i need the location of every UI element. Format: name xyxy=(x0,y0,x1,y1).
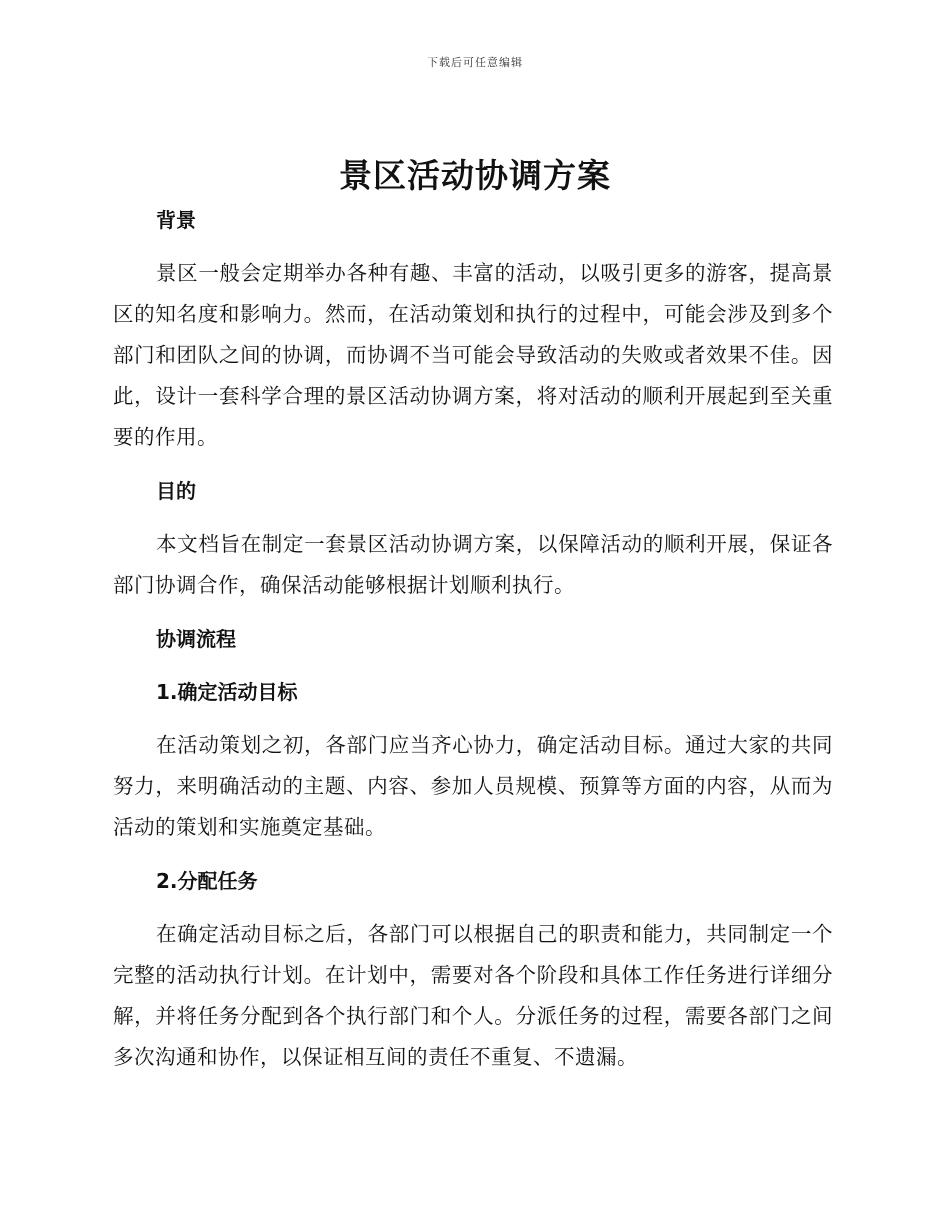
paragraph-background: 景区一般会定期举办各种有趣、丰富的活动，以吸引更多的游客，提高景区的知名度和影响力。然而，在活动策划和执行的过程中，可能会涉及到多个部门和团队之间的协调，而协调不当可能会导致活动的失败或者效果不佳。因此，设计一套科学合理的景区活动协调方案，将对活动的顺利开展起到至关重要的作用。 xyxy=(113,261,833,449)
header-note: 下载后可任意编辑 xyxy=(427,56,523,69)
paragraph-step2: 在确定活动目标之后，各部门可以根据自己的职责和能力，共同制定一个完整的活动执行计划。在计划中，需要对各个阶段和具体工作任务进行详细分解，并将任务分配到各个执行部门和个人。分派任务的过程，需要各部门之间多次沟通和协作，以保证相互间的责任不重复、不遗漏。 xyxy=(113,922,833,1069)
paragraph-step1: 在活动策划之初，各部门应当齐心协力，确定活动目标。通过大家的共同努力，来明确活动的主题、内容、参加人员规模、预算等方面的内容，从而为活动的策划和实施奠定基础。 xyxy=(113,733,833,839)
document-body xyxy=(113,200,833,1078)
heading-purpose: 目的 xyxy=(156,479,196,503)
heading-step2: 2.分配任务 xyxy=(156,869,258,893)
document-title: 景区活动协调方案 xyxy=(339,156,611,195)
heading-background: 背景 xyxy=(156,208,196,232)
paragraph-purpose: 本文档旨在制定一套景区活动协调方案，以保障活动的顺利开展，保证各部门协调合作，确保活动能够根据计划顺利执行。 xyxy=(113,532,833,597)
heading-step1: 1.确定活动目标 xyxy=(156,680,298,704)
heading-process: 协调流程 xyxy=(156,627,236,651)
